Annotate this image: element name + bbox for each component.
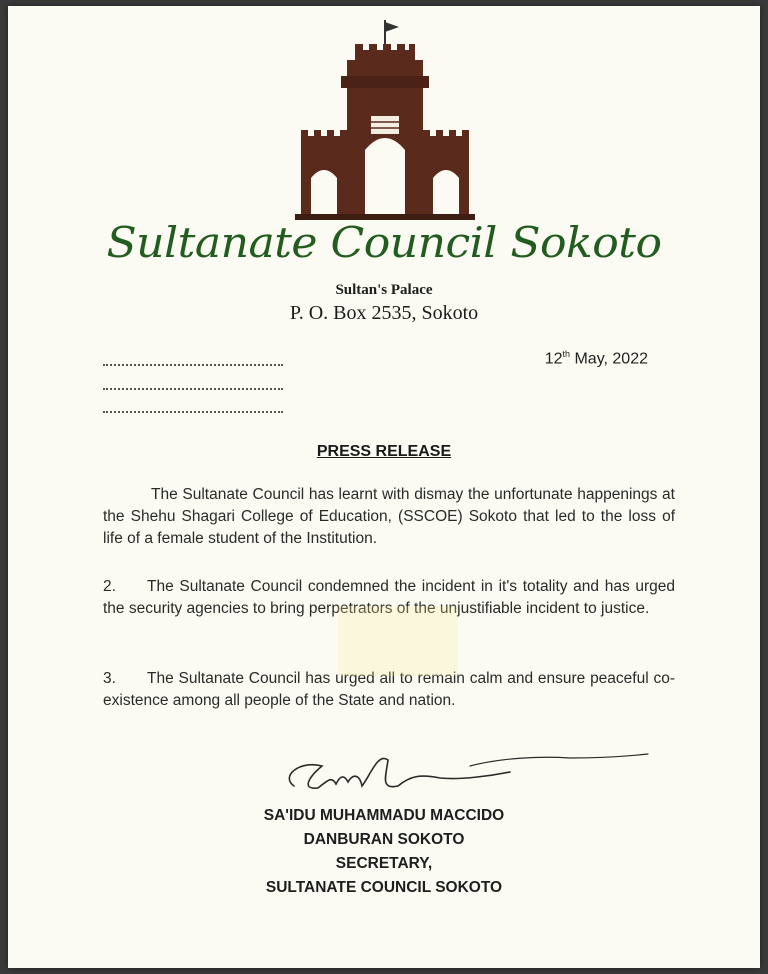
paragraph-text: The Sultanate Council has learnt with dismay the unfortunate happenings at the Shehu Shagari College of Education, (SSCOE) Sokoto that led to the loss of life of a female student of the Institution. [103,486,675,547]
paragraph-number: 2. [103,578,116,595]
paragraph [103,484,675,550]
recipient-line [103,388,283,390]
signatory-name: SA'IDU MUHAMMADU MACCIDO [263,807,505,824]
organization-subtitle: Sultan's Palace [335,282,433,298]
paragraph-text: The Sultanate Council condemned the incident in it's totality and has urged the security agencies to bring perpetrators of the unjustifiable incident to justice. [103,578,675,617]
paragraph [103,668,675,712]
paragraph [103,576,675,620]
letter-page [8,6,760,968]
date-suffix: th [562,349,571,359]
paragraph-number: 3. [103,670,116,687]
signatory-organization: SULTANATE COUNCIL SOKOTO [265,879,503,896]
signature-block [8,804,760,900]
organization-name: Sultanate Council Sokoto [106,218,662,267]
signatory-title: DANBURAN SOKOTO [303,831,465,848]
letter-date [545,349,648,368]
paragraph-text: The Sultanate Council has urged all to remain calm and ensure peaceful co-existence among all people of the State and nation. [103,670,675,709]
palace-gate-logo [287,18,483,224]
signatory-position: SECRETARY, [335,855,433,872]
press-release-title: PRESS RELEASE [316,443,452,460]
recipient-line [103,364,283,366]
organization-address: P. O. Box 2535, Sokoto [289,302,479,324]
recipient-line [103,411,283,413]
date-day: 12 [544,350,563,368]
date-rest: May, 2022 [574,350,648,368]
handwritten-signature [270,746,650,806]
